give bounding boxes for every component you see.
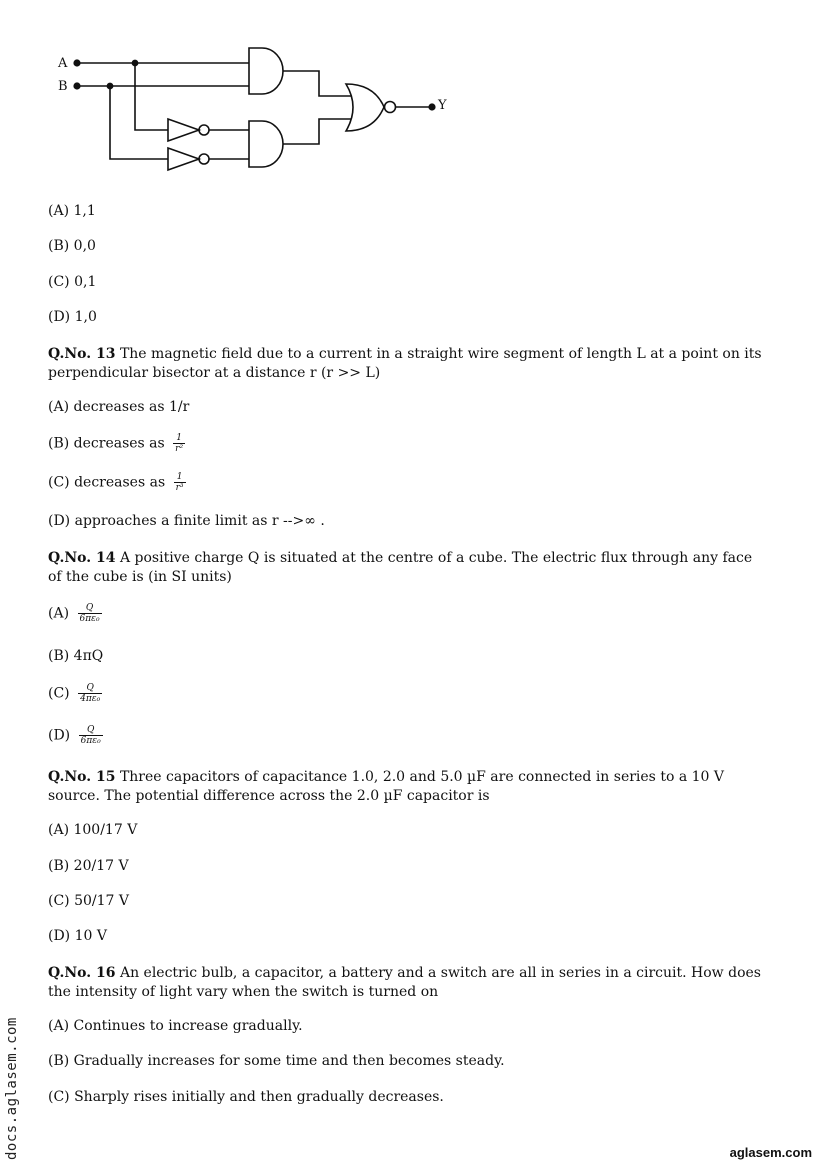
q13-option-c-label: (C) decreases as <box>48 474 166 491</box>
q14-option-a-fraction <box>78 603 102 624</box>
q12-option-a: (A) 1,1 <box>48 203 96 219</box>
q14-option-a <box>48 603 102 624</box>
fraction-numerator: 1 <box>173 433 185 444</box>
q14-text: A positive charge Q is situated at the centre of a cube. The electric flux through any face of the cube is (in SI units) <box>48 550 753 585</box>
q12-option-b: (B) 0,0 <box>48 238 96 254</box>
output-node <box>429 104 435 110</box>
input-a-label: A <box>58 56 68 71</box>
nor-gate <box>346 84 384 131</box>
q13-option-b-fraction <box>173 433 185 454</box>
wire-b-branch <box>110 86 168 159</box>
fraction-numerator: 1 <box>174 472 186 483</box>
not-gate-b <box>168 148 199 170</box>
fraction-numerator: Q <box>78 683 102 694</box>
brand-footer: aglasem.com <box>729 1145 812 1160</box>
output-y-label: Y <box>438 98 447 113</box>
q16-question <box>48 964 768 1002</box>
q14-option-b: (B) 4πQ <box>48 648 104 664</box>
q16-option-a: (A) Continues to increase gradually. <box>48 1018 303 1034</box>
q15-option-a: (A) 100/17 V <box>48 822 138 838</box>
q15-option-d: (D) 10 V <box>48 928 107 944</box>
fraction-denominator: r³ <box>175 483 184 493</box>
q15-option-c: (C) 50/17 V <box>48 893 129 909</box>
q13-option-c <box>48 472 186 493</box>
fraction-denominator: 6πε₀ <box>80 736 101 746</box>
q14-option-c-label: (C) <box>48 685 70 702</box>
q15-option-b: (B) 20/17 V <box>48 858 129 874</box>
q13-text: The magnetic field due to a current in a straight wire segment of length L at a point on its perpendicular bisector at a distance r (r >> L) <box>48 346 762 381</box>
fraction-denominator: 6πε₀ <box>79 614 100 624</box>
fraction-numerator: Q <box>79 725 103 736</box>
q16-option-b: (B) Gradually increases for some time and then becomes steady. <box>48 1053 505 1069</box>
q13-option-d: (D) approaches a finite limit as r -->∞ . <box>48 513 325 529</box>
wire-a-branch <box>135 63 168 130</box>
nor-gate-bubble <box>385 102 396 113</box>
q14-option-a-label: (A) <box>48 605 70 622</box>
q16-text: An electric bulb, a capacitor, a battery and a switch are all in series in a circuit. How does the intensity of light vary when the switch is turned on <box>48 965 761 1000</box>
q14-question <box>48 549 768 587</box>
q13-number: Q.No. 13 <box>48 346 116 362</box>
fraction-denominator: r² <box>175 444 184 454</box>
q14-option-d-fraction <box>79 725 103 746</box>
q13-question <box>48 345 768 383</box>
q13-option-b-label: (B) decreases as <box>48 435 165 452</box>
q12-option-d: (D) 1,0 <box>48 309 97 325</box>
fraction-numerator: Q <box>78 603 102 614</box>
q12-option-c: (C) 0,1 <box>48 274 97 290</box>
side-watermark: docs.aglasem.com <box>4 1017 20 1160</box>
input-b-label: B <box>58 79 68 94</box>
not-gate-a <box>168 119 199 141</box>
wire-and-upper-out <box>283 71 351 96</box>
q13-option-c-fraction <box>174 472 186 493</box>
fraction-denominator: 4πε₀ <box>80 694 101 704</box>
q14-option-c <box>48 683 102 704</box>
q14-number: Q.No. 14 <box>48 550 116 566</box>
q15-number: Q.No. 15 <box>48 769 116 785</box>
q15-question <box>48 768 768 806</box>
q13-option-b <box>48 433 185 454</box>
q16-number: Q.No. 16 <box>48 965 116 981</box>
and-gate-upper <box>249 48 283 94</box>
q15-text: Three capacitors of capacitance 1.0, 2.0 and 5.0 µF are connected in series to a 10 V source. The potential difference across the 2.0 µF capacitor is <box>48 769 724 804</box>
and-gate-lower <box>249 121 283 167</box>
q14-option-d-label: (D) <box>48 727 71 744</box>
wire-and-lower-out <box>283 119 351 144</box>
q14-option-c-fraction <box>78 683 102 704</box>
q13-option-a: (A) decreases as 1/r <box>48 399 190 415</box>
q14-option-d <box>48 725 103 746</box>
q16-option-c: (C) Sharply rises initially and then gradually decreases. <box>48 1089 444 1105</box>
logic-circuit-diagram <box>44 38 464 178</box>
